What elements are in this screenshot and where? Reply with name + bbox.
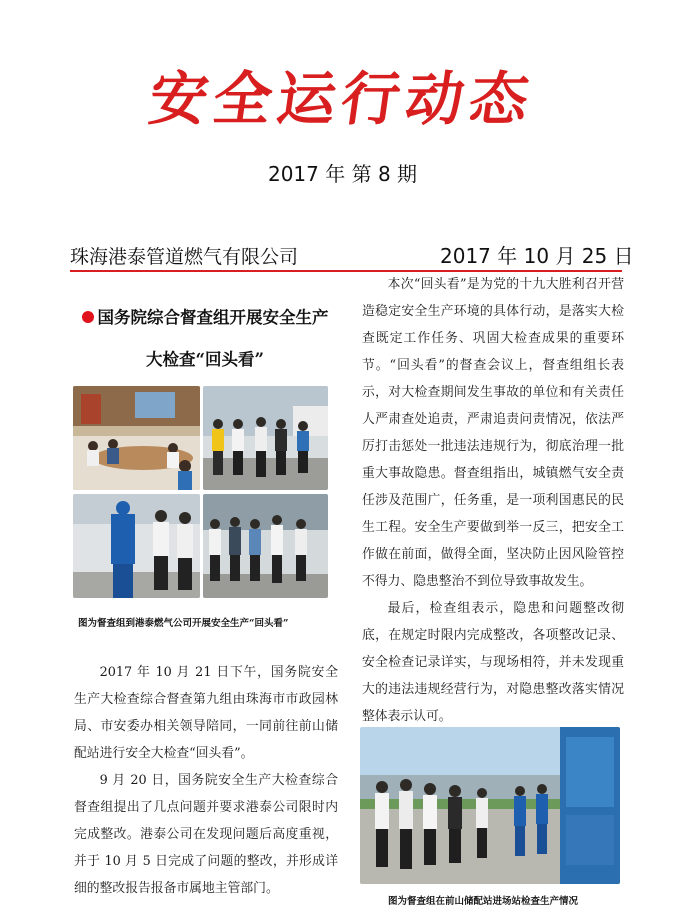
masthead-title: 安全运行动态	[145, 65, 539, 133]
photo-worker-uniform	[73, 494, 200, 598]
issue-number: 2017 年 第 8 期	[267, 162, 418, 186]
photo-inspection-group	[203, 494, 328, 598]
photo-site-inspection	[360, 727, 620, 884]
company-name: 珠海港泰管道燃气有限公司	[70, 246, 299, 268]
article-headline-line-2: 大检查“回头看”	[146, 350, 264, 369]
headline-line-1: 国务院综合督查组开展安全生产	[97, 308, 329, 327]
photo-meeting-room	[73, 386, 200, 490]
photo-group-outdoor	[203, 386, 328, 490]
article-headline	[70, 304, 340, 328]
paragraph: 2017 年 10 月 21 日下午，国务院安全生产大检查综合督查第九组由珠海市市政园林局、市安委办相关领导陪同，一同前往前山储配站进行安全大检查“回头看”。	[74, 665, 338, 761]
right-column-text	[362, 271, 624, 730]
paragraph: 本次“回头看”是为党的十九大胜利召开营造稳定安全生产环境的具体行动，是落实大检查既定工作任务、巩固大检查成果的重要环节。“回头看”的督查会议上，督查组组长表示，对大检查期间发生事故的单位和有关责任人严肃查处追责，严肃追责问责情况，依法严厉打击惩处一批违法违规行为，彻底治理一批重大事故隐患。督查组指出，城镇燃气安全责任涉及范围广，任务重，是一项利国惠民的民生工程。安全生产要做到举一反三，把安全工作做在前面，做得全面，坚决防止因风险管控不得力、隐患整治不到位导致事故发生。	[362, 277, 624, 589]
photo-collage-caption: 图为督查组到港泰燃气公司开展安全生产“回头看”	[78, 618, 289, 629]
paragraph: 9 月 20 日，国务院安全生产大检查综合督查组提出了几点问题并要求港泰公司限时内完成整改。港泰公司在发现问题后高度重视，并于 10 月 5 日完成了问题的整改，并形成详细的整改报告报备市属地主管部门。	[74, 773, 338, 896]
paragraph: 最后，检查组表示，隐患和问题整改彻底，在规定时限内完成整改，各项整改记录、安全检查记录详实，与现场相符，并未发现重大的违法违规经营行为，对隐患整改落实情况整体表示认可。	[362, 601, 624, 724]
bullet-icon	[82, 311, 94, 323]
publication-date: 2017 年 10 月 25 日	[440, 244, 634, 268]
photo-site-caption: 图为督查组在前山储配站进场站检查生产情况	[388, 896, 579, 907]
left-column-text	[74, 659, 338, 902]
